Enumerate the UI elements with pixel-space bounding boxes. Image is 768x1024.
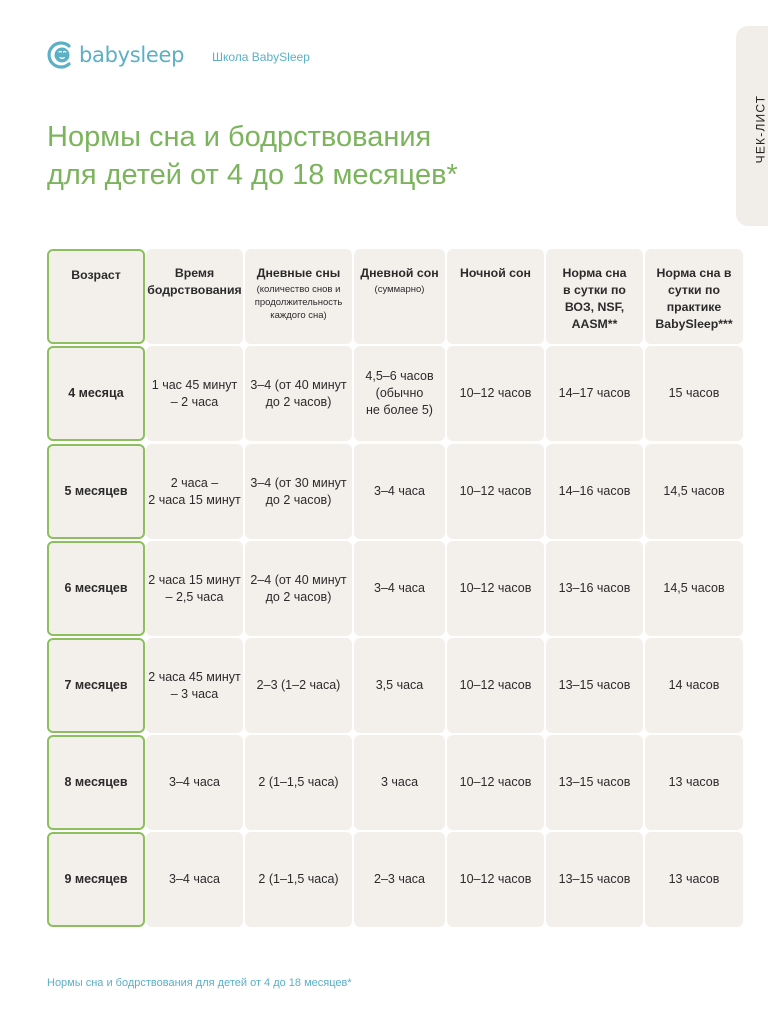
header-night-sleep bbox=[447, 249, 544, 344]
table-cell-wake-time: 3–4 часа bbox=[146, 832, 243, 927]
table-cell-text: 2 часа 15 минут – 2,5 часа bbox=[148, 572, 241, 604]
brand-name: babysleep bbox=[79, 43, 185, 67]
table-cell-norm-babysleep: 15 часов bbox=[645, 346, 743, 441]
header-wake-time bbox=[146, 249, 243, 344]
table-cell-wake-time: 3–4 часа bbox=[146, 735, 243, 830]
header-day-naps bbox=[245, 249, 352, 344]
table-cell-day-naps: 2 (1–1,5 часа) bbox=[245, 832, 352, 927]
table-cell-text: 4,5–6 часов (обычно не более 5) bbox=[365, 369, 434, 417]
table-cell-text: 3–4 (от 30 минут до 2 часов) bbox=[250, 475, 347, 507]
table-cell-night-sleep: 10–12 часов bbox=[447, 638, 544, 733]
header-age-label: Возраст bbox=[71, 268, 121, 282]
table-cell-day-sleep-total bbox=[354, 346, 445, 441]
table-cell-norm-babysleep: 13 часов bbox=[645, 735, 743, 830]
row-age-label: 9 месяцев bbox=[47, 832, 145, 927]
table-cell-text: 1 час 45 минут – 2 часа bbox=[151, 377, 238, 409]
header-day-sleep-total-note: (суммарно) bbox=[374, 284, 425, 295]
table-cell-norm-babysleep: 13 часов bbox=[645, 832, 743, 927]
table-cell-wake-time bbox=[146, 541, 243, 636]
table-cell-wake-time bbox=[146, 346, 243, 441]
header-norm-babysleep bbox=[645, 249, 743, 344]
table-cell-day-sleep-total: 3,5 часа bbox=[354, 638, 445, 733]
table-cell-norm-who-nsf-aasm: 13–15 часов bbox=[546, 832, 643, 927]
table-cell-night-sleep: 10–12 часов bbox=[447, 832, 544, 927]
footer-note: Нормы сна и бодрствования для детей от 4 до 18 месяцев* bbox=[47, 977, 352, 989]
header-day-sleep-total bbox=[354, 249, 445, 344]
table-cell-text: 2 часа 45 минут – 3 часа bbox=[148, 669, 241, 701]
table-cell-night-sleep: 10–12 часов bbox=[447, 541, 544, 636]
row-age-label: 4 месяца bbox=[47, 346, 145, 441]
babysleep-logo[interactable] bbox=[47, 40, 184, 70]
table-cell-text: 3–4 (от 40 минут до 2 часов) bbox=[250, 377, 347, 409]
table-cell-text: 2–4 (от 40 минут до 2 часов) bbox=[250, 572, 347, 604]
table-cell-norm-who-nsf-aasm: 13–15 часов bbox=[546, 735, 643, 830]
table-cell-wake-time bbox=[146, 444, 243, 539]
table-cell-norm-who-nsf-aasm: 13–15 часов bbox=[546, 638, 643, 733]
row-age-label: 6 месяцев bbox=[47, 541, 145, 636]
table-cell-day-sleep-total: 3–4 часа bbox=[354, 444, 445, 539]
page-title-line-1: Нормы сна и бодрствования bbox=[47, 121, 432, 153]
header-norm-who-nsf-aasm bbox=[546, 249, 643, 344]
table-cell-norm-babysleep: 14,5 часов bbox=[645, 541, 743, 636]
table-cell-night-sleep: 10–12 часов bbox=[447, 735, 544, 830]
table-cell-day-sleep-total: 3–4 часа bbox=[354, 541, 445, 636]
row-age-label: 8 месяцев bbox=[47, 735, 145, 830]
header-norm-babysleep-label: Норма сна в сутки по практике BabySleep*** bbox=[655, 266, 733, 331]
header-age bbox=[47, 249, 145, 344]
table-cell-day-sleep-total: 3 часа bbox=[354, 735, 445, 830]
header-day-sleep-total-label: Дневной сон bbox=[360, 266, 439, 280]
checklist-side-tab-label: ЧЕК-ЛИСТ bbox=[753, 94, 767, 164]
table-cell-text: 2 часа – 2 часа 15 минут bbox=[148, 475, 241, 507]
header-night-sleep-label: Ночной сон bbox=[460, 266, 531, 280]
table-cell-night-sleep: 10–12 часов bbox=[447, 346, 544, 441]
baby-face-logo-icon bbox=[47, 40, 75, 70]
school-babysleep-link[interactable]: Школа BabySleep bbox=[212, 50, 310, 64]
table-cell-day-sleep-total: 2–3 часа bbox=[354, 832, 445, 927]
header-norm-who-nsf-aasm-label: Норма сна в сутки по ВОЗ, NSF, AASM** bbox=[562, 266, 627, 331]
table-cell-norm-babysleep: 14,5 часов bbox=[645, 444, 743, 539]
table-cell-night-sleep: 10–12 часов bbox=[447, 444, 544, 539]
table-cell-day-naps bbox=[245, 444, 352, 539]
header-day-naps-label: Дневные сны bbox=[256, 266, 341, 280]
page-title-line-2: для детей от 4 до 18 месяцев* bbox=[47, 159, 458, 191]
checklist-side-tab-label-wrap bbox=[753, 84, 767, 174]
row-age-label: 7 месяцев bbox=[47, 638, 145, 733]
table-cell-norm-who-nsf-aasm: 14–17 часов bbox=[546, 346, 643, 441]
table-cell-day-naps: 2–3 (1–2 часа) bbox=[245, 638, 352, 733]
table-cell-norm-who-nsf-aasm: 13–16 часов bbox=[546, 541, 643, 636]
table-cell-day-naps: 2 (1–1,5 часа) bbox=[245, 735, 352, 830]
header-day-naps-note: (количество снов и продолжительность каждого сна) bbox=[254, 284, 343, 321]
row-age-label: 5 месяцев bbox=[47, 444, 145, 539]
header-wake-time-label: Время бодрствования bbox=[147, 266, 242, 297]
page-title bbox=[47, 118, 667, 194]
table-cell-norm-who-nsf-aasm: 14–16 часов bbox=[546, 444, 643, 539]
table-cell-day-naps bbox=[245, 346, 352, 441]
table-cell-norm-babysleep: 14 часов bbox=[645, 638, 743, 733]
table-cell-wake-time bbox=[146, 638, 243, 733]
table-cell-day-naps bbox=[245, 541, 352, 636]
